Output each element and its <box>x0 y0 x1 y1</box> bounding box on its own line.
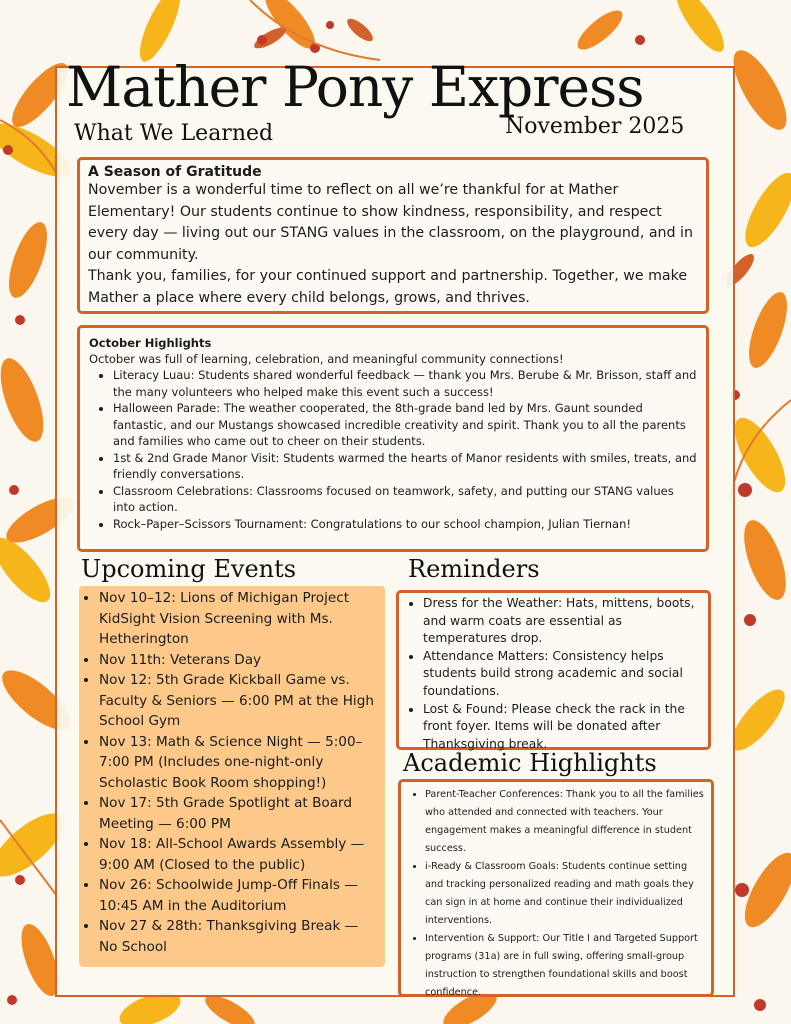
academic-highlights-box <box>398 779 714 997</box>
list-item: • Attendance Matters: Consistency helps students build strong academic and social foundations. <box>423 648 702 701</box>
list-item: • 1st & 2nd Grade Manor Visit: Students warmed the hearts of Manor residents with smiles, treats, and friendly conversations. <box>113 450 697 483</box>
list-item: • Literacy Luau: Students shared wonderful feedback — thank you Mrs. Berube & Mr. Brisson, staff and the many volunteers who helped make this event such a success! <box>113 367 697 400</box>
list-item: • Nov 17: 5th Grade Spotlight at Board Meeting — 6:00 PM <box>99 793 379 834</box>
reminders-heading: Reminders <box>408 555 540 583</box>
academic-list <box>407 786 705 1002</box>
list-item: • Lost & Found: Please check the rack in the front foyer. Items will be donated after Thanksgiving break. <box>423 701 702 754</box>
list-item: • Nov 26: Schoolwide Jump-Off Finals — 10:45 AM in the Auditorium <box>99 875 379 916</box>
upcoming-events-heading: Upcoming Events <box>81 555 297 583</box>
list-item: • Intervention & Support: Our Title I and Targeted Support programs (31a) are in full swing, offering small-group instruction to strengthen foundational skills and boost confidence. <box>425 930 705 1002</box>
list-item: • Classroom Celebrations: Classrooms focused on teamwork, safety, and putting our STANG values into action. <box>113 483 697 516</box>
gratitude-paragraph-2: Thank you, families, for your continued support and partnership. Together, we make Mather a place where every child belongs, grows, and thrives. <box>88 268 688 306</box>
issue-date: November 2025 <box>505 114 685 139</box>
reminders-list <box>405 595 702 753</box>
list-item: • Nov 27 & 28th: Thanksgiving Break — No School <box>99 916 379 957</box>
list-item: • Nov 11th: Veterans Day <box>99 650 379 671</box>
list-item: • Nov 10–12: Lions of Michigan Project KidSight Vision Screening with Ms. Hetherington <box>99 588 379 650</box>
newsletter-title: Mather Pony Express <box>66 55 644 119</box>
list-item: • Nov 13: Math & Science Night — 5:00–7:00 PM (Includes one-night-only Scholastic Book Room shopping!) <box>99 732 379 794</box>
october-highlights-box <box>77 325 709 552</box>
october-heading: October Highlights <box>89 336 212 350</box>
upcoming-events-panel <box>79 586 385 967</box>
gratitude-paragraph-1: November is a wonderful time to reflect on all we’re thankful for at Mather Elementary! Our students continue to show kindness, responsibility, and respect every day — living out our STANG values in the classroom, on the playground, and in our community. <box>88 182 693 263</box>
october-intro: October was full of learning, celebration, and meaningful community connections! <box>89 352 564 366</box>
reminders-box <box>396 590 711 750</box>
academic-highlights-heading: Academic Highlights <box>403 749 657 777</box>
list-item: • Rock–Paper–Scissors Tournament: Congratulations to our school champion, Julian Tiernan! <box>113 516 697 533</box>
section-subtitle: What We Learned <box>74 121 274 146</box>
upcoming-events-list <box>79 586 385 957</box>
list-item: • Dress for the Weather: Hats, mittens, boots, and warm coats are essential as temperatures drop. <box>423 595 702 648</box>
list-item: • Nov 12: 5th Grade Kickball Game vs. Faculty & Seniors — 6:00 PM at the High School Gym <box>99 670 379 732</box>
gratitude-heading: A Season of Gratitude <box>88 164 262 180</box>
list-item: • Halloween Parade: The weather cooperated, the 8th-grade band led by Mrs. Gaunt sounded fantastic, and our Mustangs showcased incredible creativity and spirit. Thank you to all the parents and families who came out to cheer on their students. <box>113 400 697 450</box>
list-item: • Nov 18: All-School Awards Assembly — 9:00 AM (Closed to the public) <box>99 834 379 875</box>
gratitude-box <box>77 157 709 314</box>
list-item: • i-Ready & Classroom Goals: Students continue setting and tracking personalized reading and math goals they can sign in at home and continue their individualized interventions. <box>425 858 705 930</box>
list-item: • Parent-Teacher Conferences: Thank you to all the families who attended and connected with teachers. Your engagement makes a meaningful difference in student success. <box>425 786 705 858</box>
october-list <box>89 367 697 532</box>
